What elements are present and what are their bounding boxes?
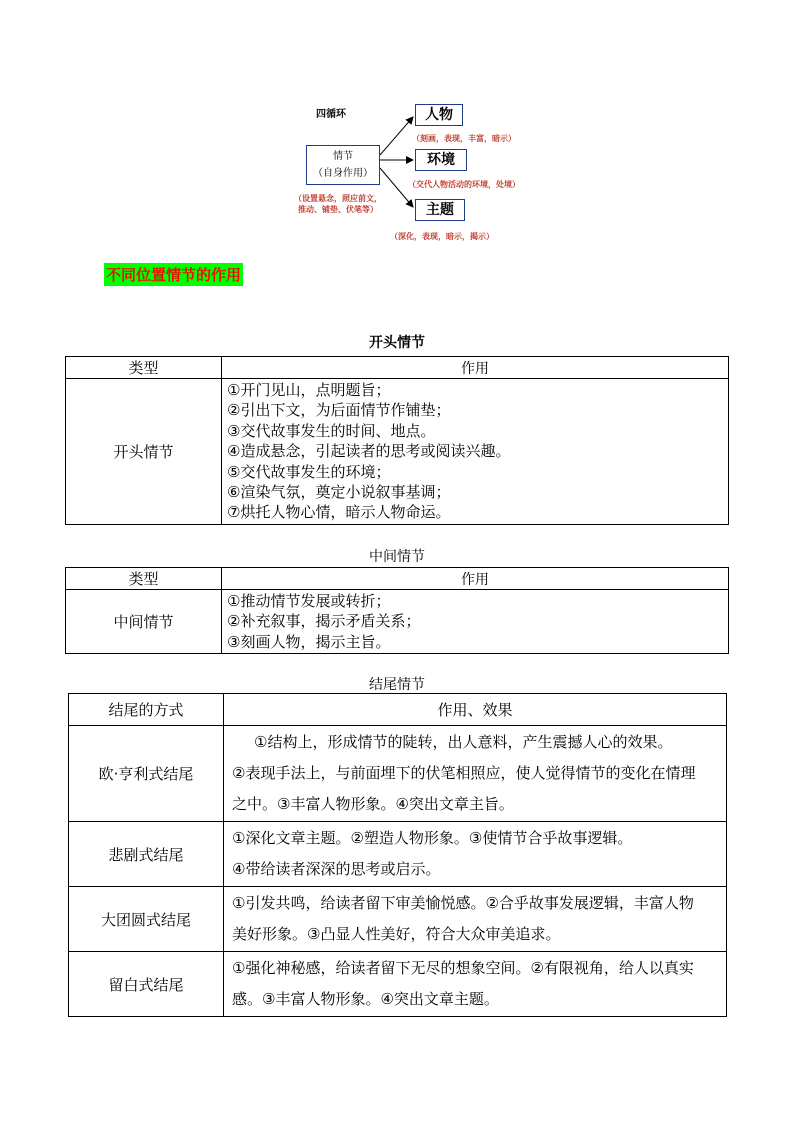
row-effects bbox=[222, 379, 729, 525]
table-row bbox=[66, 379, 729, 525]
row-effects bbox=[224, 822, 727, 887]
node-theme-note: （深化，表现，暗示，揭示） bbox=[390, 232, 494, 241]
effect-line: ⑥渲染气氛，奠定小说叙事基调； bbox=[227, 483, 451, 502]
table-row bbox=[69, 952, 727, 1017]
table-row bbox=[66, 590, 729, 654]
effect-line: ⑦烘托人物心情，暗示人物命运。 bbox=[227, 503, 451, 522]
opening-plot-table bbox=[65, 356, 729, 525]
effect-line: ①推动情节发展或转折； bbox=[227, 592, 391, 610]
table-row bbox=[69, 726, 727, 822]
effect-line: 感。③丰富人物形象。④突出文章主题。 bbox=[232, 990, 499, 1008]
effect-line: ②引出下文，为后面情节作铺垫； bbox=[227, 401, 451, 420]
effect-line: ④带给读者深深的思考或启示。 bbox=[232, 860, 441, 878]
table2-caption: 中间情节 bbox=[369, 549, 425, 565]
effect-line: ①引发共鸣，给读者留下审美愉悦感。②合乎故事发展逻辑，丰富人物 bbox=[232, 894, 694, 912]
diagram-arrows bbox=[0, 0, 794, 250]
header-effect: 作用 bbox=[222, 568, 729, 590]
header-type: 类型 bbox=[66, 357, 222, 379]
node-environment-note: （交代人物活动的环境，处境） bbox=[408, 180, 520, 189]
table-header-row bbox=[66, 357, 729, 379]
effect-line: ③交代故事发生的时间、地点。 bbox=[227, 421, 436, 440]
plot-center-box bbox=[306, 145, 380, 185]
effect-line: 美好形象。③凸显人性美好，符合大众审美追求。 bbox=[232, 925, 561, 943]
effect-line: ①开门见山，点明题旨； bbox=[227, 381, 391, 399]
row-type: 大团圆式结尾 bbox=[69, 887, 224, 952]
row-type: 开头情节 bbox=[66, 379, 222, 525]
effect-line: ②表现手法上，与前面埋下的伏笔相照应，使人觉得情节的变化在情理 bbox=[232, 764, 696, 782]
table-header-row bbox=[66, 568, 729, 590]
effect-line: ①结构上，形成情节的陡转，出人意料，产生震撼人心的效果。 bbox=[254, 733, 673, 751]
plot-cycle-diagram bbox=[0, 0, 794, 250]
row-type: 悲剧式结尾 bbox=[69, 822, 224, 887]
ending-plot-table bbox=[68, 693, 727, 1017]
table-row bbox=[69, 887, 727, 952]
center-note-line-2: 推动、铺垫、伏笔等） bbox=[298, 205, 378, 214]
header-effect: 作用 bbox=[222, 357, 729, 379]
row-type: 欧·亨利式结尾 bbox=[69, 726, 224, 822]
table3-caption: 结尾情节 bbox=[369, 677, 425, 693]
effect-line: ②补充叙事，揭示矛盾关系； bbox=[227, 612, 421, 631]
effect-line: ①强化神秘感，给读者留下无尽的想象空间。②有限视角，给人以真实 bbox=[232, 959, 694, 977]
row-effects bbox=[224, 887, 727, 952]
row-effects bbox=[224, 726, 727, 822]
center-label: 情节 bbox=[333, 151, 353, 162]
effect-line: 之中。③丰富人物形象。④突出文章主旨。 bbox=[232, 795, 514, 813]
effect-line: ①深化文章主题。②塑造人物形象。③使情节合乎故事逻辑。 bbox=[232, 829, 633, 847]
effect-line: ④造成悬念，引起读者的思考或阅读兴趣。 bbox=[227, 442, 511, 461]
center-note-line-1: （设置悬念，照应前文， bbox=[294, 194, 382, 203]
node-theme: 主题 bbox=[415, 199, 465, 221]
row-effects bbox=[222, 590, 729, 654]
table1-caption: 开头情节 bbox=[369, 335, 425, 351]
header-effect: 作用、效果 bbox=[224, 694, 727, 726]
row-type: 中间情节 bbox=[66, 590, 222, 654]
header-type: 类型 bbox=[66, 568, 222, 590]
effect-line: ⑤交代故事发生的环境； bbox=[227, 462, 391, 481]
table-header-row bbox=[69, 694, 727, 726]
header-ending-type: 结尾的方式 bbox=[69, 694, 224, 726]
node-characters-note: （刻画，表现，丰富，暗示） bbox=[412, 134, 516, 143]
node-characters: 人物 bbox=[415, 104, 463, 126]
effect-line: ③刻画人物，揭示主旨。 bbox=[227, 632, 391, 651]
arrow-to-characters bbox=[380, 117, 413, 155]
middle-plot-table bbox=[65, 567, 729, 654]
row-effects bbox=[224, 952, 727, 1017]
center-note bbox=[294, 193, 382, 215]
diagram-title: 四循环 bbox=[316, 109, 346, 120]
section-heading: 不同位置情节的作用 bbox=[104, 263, 243, 286]
table-row bbox=[69, 822, 727, 887]
center-sublabel: （自身作用） bbox=[313, 168, 373, 179]
row-type: 留白式结尾 bbox=[69, 952, 224, 1017]
node-environment: 环境 bbox=[415, 149, 467, 171]
